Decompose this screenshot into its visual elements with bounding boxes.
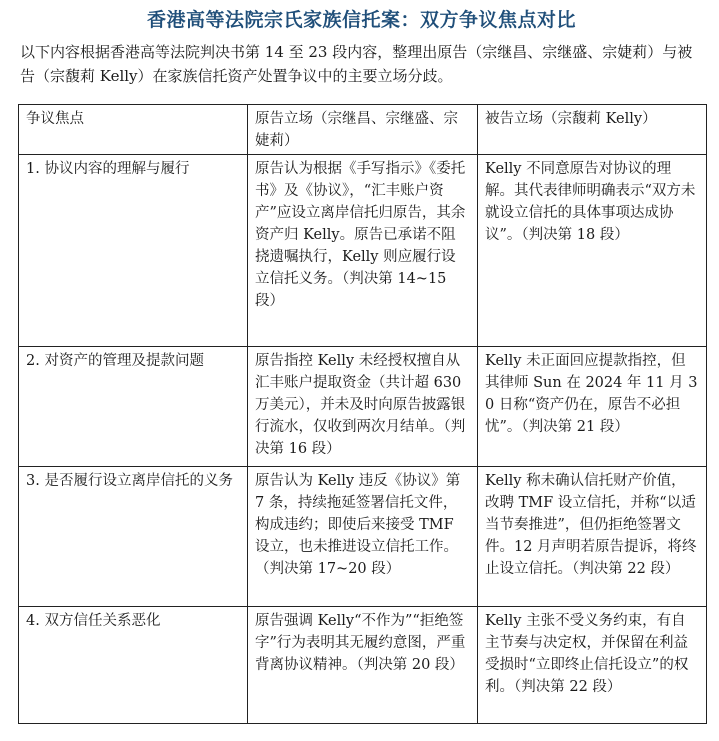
cell-issue: 1. 协议内容的理解与履行 [19, 155, 248, 347]
cell-plaintiff: 原告认为根据《手写指示》《委托书》及《协议》，“汇丰账户资产”应设立离岸信托归原告，其余资产归 Kelly。原告已承诺不阻挠遗嘱执行，Kelly 则应履行设立信托义务。（判决第 14~15 段） [248, 155, 478, 347]
cell-issue: 4. 双方信任关系恶化 [19, 607, 248, 724]
cell-issue: 2. 对资产的管理及提款问题 [19, 347, 248, 467]
table-row [19, 607, 707, 724]
header-plaintiff: 原告立场（宗继昌、宗继盛、宗婕莉） [248, 105, 478, 155]
table-row [19, 347, 707, 467]
document-title: 香港高等法院宗氏家族信托案：双方争议焦点对比 [146, 9, 576, 31]
cell-defendant: Kelly 未正面回应提款指控，但其律师 Sun 在 2024 年 11 月 30 日称“资产仍在，原告不必担忧”。（判决第 21 段） [478, 347, 707, 467]
cell-defendant: Kelly 主张不受义务约束，有自主节奏与决定权，并保留在利益受损时“立即终止信托设立”的权利。（判决第 22 段） [478, 607, 707, 724]
intro-paragraph: 以下内容根据香港高等法院判决书第 14 至 23 段内容，整理出原告（宗继昌、宗继盛、宗婕莉）与被告（宗馥莉 Kelly）在家族信托资产处置争议中的主要立场分歧。 [20, 43, 693, 85]
table-row [19, 155, 707, 347]
cell-defendant: Kelly 不同意原告对协议的理解。其代表律师明确表示“双方未就设立信托的具体事项达成协议”。（判决第 18 段） [478, 155, 707, 347]
table-header-row [19, 105, 707, 155]
table-row [19, 467, 707, 607]
header-issue: 争议焦点 [19, 105, 248, 155]
cell-plaintiff: 原告认为 Kelly 违反《协议》第 7 条，持续拖延签署信托文件，构成违约；即使后来接受 TMF 设立，也未推进设立信托工作。（判决第 17~20 段） [248, 467, 478, 607]
header-defendant: 被告立场（宗馥莉 Kelly） [478, 105, 707, 155]
cell-plaintiff: 原告强调 Kelly“不作为”“拒绝签字”行为表明其无履约意图，严重背离协议精神。（判决第 20 段） [248, 607, 478, 724]
cell-issue: 3. 是否履行设立离岸信托的义务 [19, 467, 248, 607]
cell-defendant: Kelly 称未确认信托财产价值，改聘 TMF 设立信托，并称“以适当节奏推进”，但仍拒绝签署文件。12 月声明若原告提诉，将终止设立信托。（判决第 22 段） [478, 467, 707, 607]
dispute-comparison-table [18, 104, 707, 724]
cell-plaintiff: 原告指控 Kelly 未经授权擅自从汇丰账户提取资金（共计超 630 万美元），并未及时向原告披露银行流水，仅收到两次月结单。（判决第 16 段） [248, 347, 478, 467]
